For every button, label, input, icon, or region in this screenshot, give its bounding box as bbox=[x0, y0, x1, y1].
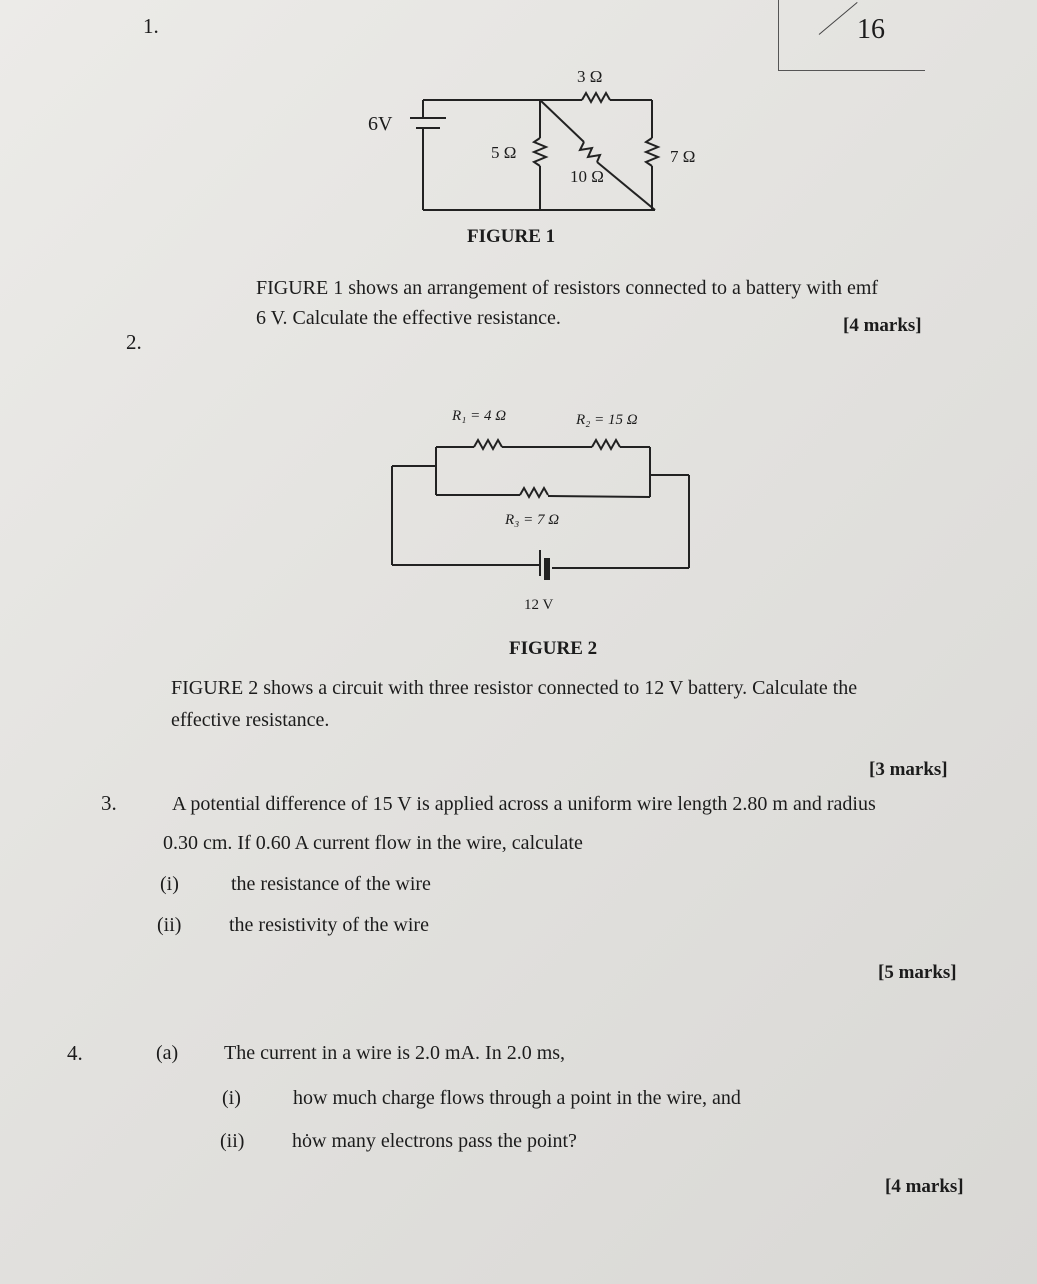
question-2-number: 2. bbox=[126, 330, 142, 354]
figure-1-r-diag-label: 10 Ω bbox=[570, 167, 604, 186]
question-4-number: 4. bbox=[67, 1041, 83, 1065]
question-4-part-i-label: (i) bbox=[222, 1087, 241, 1109]
figure-1-r-top-label: 3 Ω bbox=[577, 67, 603, 86]
question-2-line-2: effective resistance. bbox=[171, 709, 330, 731]
figure-2-caption: FIGURE 2 bbox=[509, 638, 598, 659]
figure-2-r2-label: R₂ = 15 Ω bbox=[576, 412, 638, 428]
question-4-marks: [4 marks] bbox=[885, 1176, 964, 1197]
figure-2-r1-label: R₁ = 4 Ω bbox=[452, 408, 507, 424]
question-3-line-2: 0.30 cm. If 0.60 A current flow in the wire, calculate bbox=[163, 832, 583, 854]
question-1-line-2: 6 V. Calculate the effective resistance. bbox=[256, 307, 561, 329]
figure-1-battery-label: 6V bbox=[368, 113, 393, 135]
question-1-number: 1. bbox=[143, 14, 159, 38]
question-4-part-ii: hȯw many electrons pass the point? bbox=[292, 1130, 577, 1152]
figure-1-r-left-label: 5 Ω bbox=[491, 143, 517, 162]
question-1-line-1: FIGURE 1 shows an arrangement of resistors connected to a battery with emf bbox=[256, 277, 879, 299]
question-3-part-ii: the resistivity of the wire bbox=[229, 914, 429, 936]
question-3-number: 3. bbox=[101, 791, 117, 815]
score-value: 16 bbox=[857, 14, 885, 45]
figure-1-caption: FIGURE 1 bbox=[467, 226, 556, 247]
figure-2-battery-label: 12 V bbox=[524, 597, 554, 613]
question-2-marks: [3 marks] bbox=[869, 759, 948, 780]
question-4-part-i: how much charge flows through a point in the wire, and bbox=[293, 1087, 741, 1109]
question-3-part-i: the resistance of the wire bbox=[231, 873, 431, 895]
question-2-line-1: FIGURE 2 shows a circuit with three resistor connected to 12 V battery. Calculate the bbox=[171, 677, 858, 699]
question-3-line-1: A potential difference of 15 V is applied across a uniform wire length 2.80 m and radius bbox=[172, 793, 876, 815]
question-3-part-ii-label: (ii) bbox=[157, 914, 182, 936]
question-4-part-a-label: (a) bbox=[156, 1042, 179, 1064]
question-4-part-ii-label: (ii) bbox=[220, 1130, 245, 1152]
question-4-part-a: The current in a wire is 2.0 mA. In 2.0 ms, bbox=[224, 1042, 566, 1064]
figure-2-r3-label: R₃ = 7 Ω bbox=[505, 512, 560, 528]
question-3-marks: [5 marks] bbox=[878, 962, 957, 983]
figure-1-r-right-label: 7 Ω bbox=[670, 147, 696, 166]
question-1-marks: [4 marks] bbox=[843, 315, 922, 336]
question-3-part-i-label: (i) bbox=[160, 873, 179, 895]
